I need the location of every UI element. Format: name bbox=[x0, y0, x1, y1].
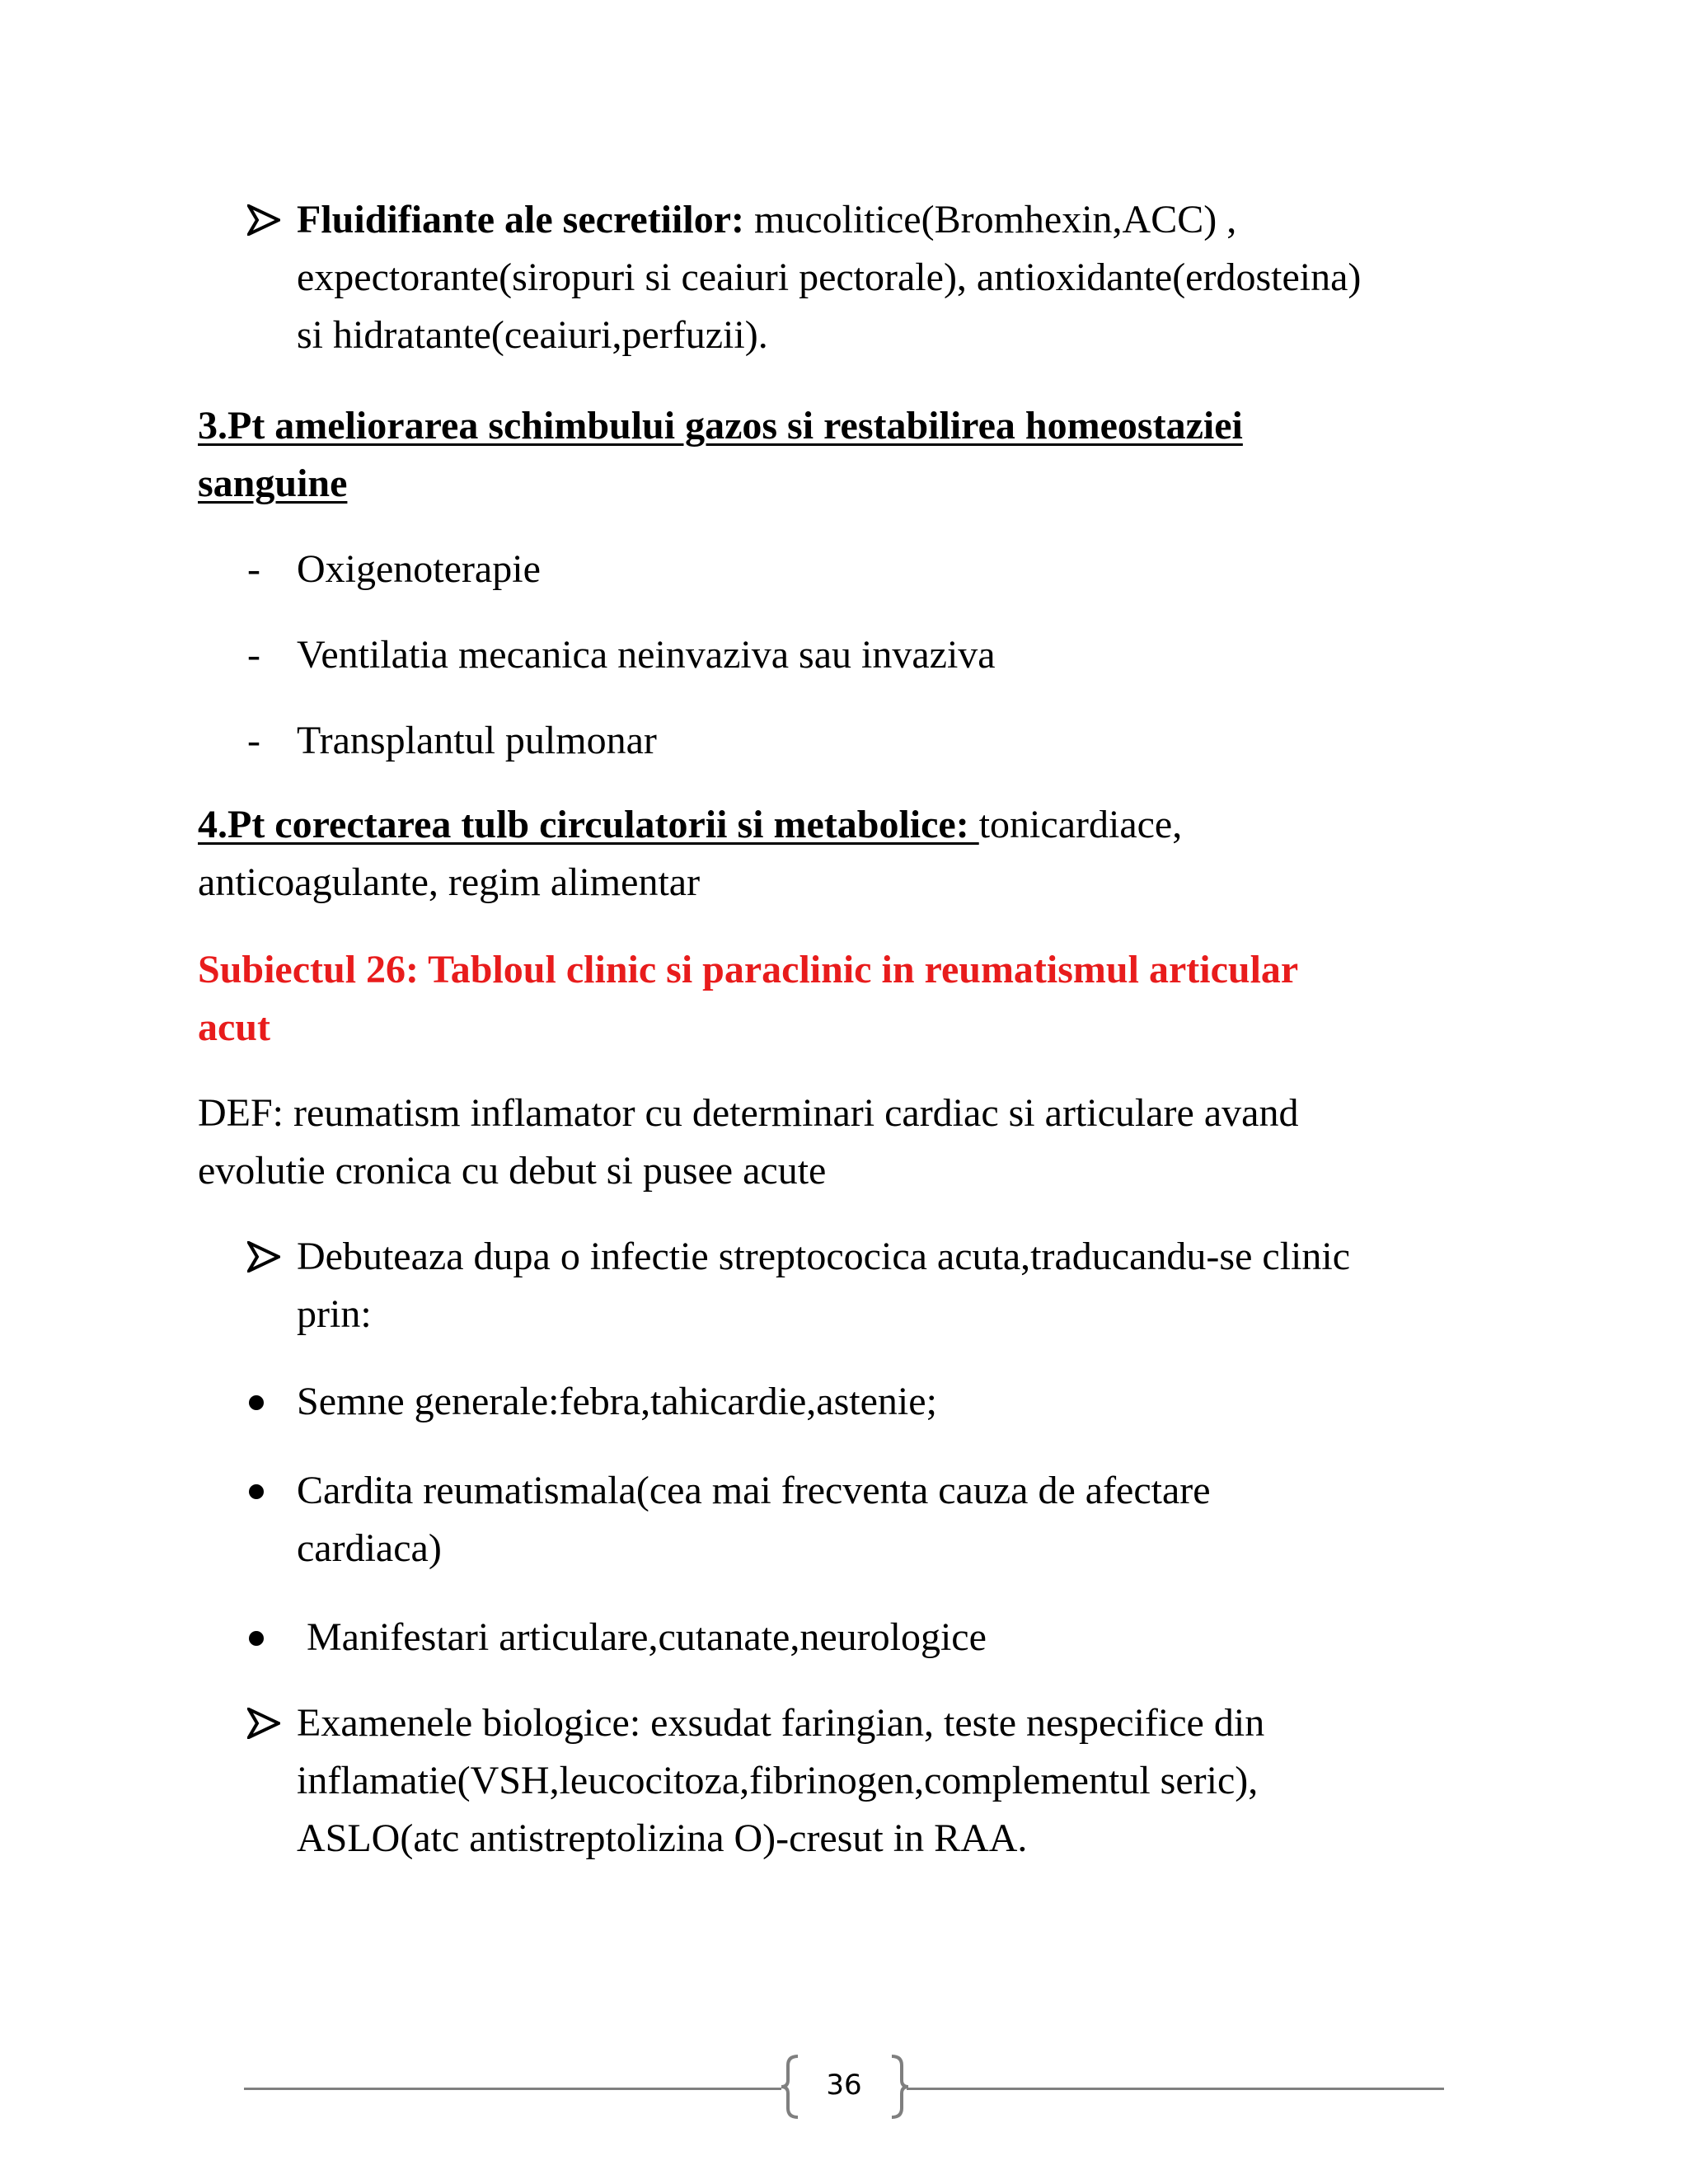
list-item bbox=[198, 712, 1517, 770]
page-number: 36 bbox=[826, 2069, 862, 2102]
section4-text-line2: anticoagulante, regim alimentar bbox=[198, 860, 701, 904]
footer-rule-right bbox=[907, 2088, 1444, 2090]
debut-text bbox=[297, 1228, 1517, 1343]
round-bullet-icon bbox=[249, 1631, 264, 1646]
def-line2: evolutie cronica cu debut si pusee acute bbox=[198, 1149, 827, 1193]
exam-line2: inflamatie(VSH,leucocitoza,fibrinogen,complementul seric), bbox=[297, 1759, 1259, 1802]
definition-paragraph bbox=[198, 1085, 1517, 1200]
bullet-cardita-line1: Cardita reumatismala(cea mai frecventa cauza de afectare bbox=[297, 1469, 1211, 1512]
dash-bullet: - bbox=[247, 633, 260, 677]
debut-line1: Debuteaza dupa o infectie streptococica acuta,traducandu-se clinic bbox=[297, 1235, 1350, 1278]
exam-line3: ASLO(atc antistreptolizina O)-cresut in RAA. bbox=[297, 1816, 1028, 1860]
list-item bbox=[198, 541, 1517, 598]
section3-item-3: Transplantul pulmonar bbox=[297, 719, 657, 762]
fluidifiante-item bbox=[198, 191, 1517, 364]
debut-line2: prin: bbox=[297, 1292, 372, 1336]
arrow-bullet-icon bbox=[247, 1694, 280, 1739]
curly-brace-left-icon bbox=[778, 2054, 801, 2124]
section3-heading bbox=[198, 397, 1517, 513]
arrow-bullet-icon bbox=[247, 1228, 280, 1272]
subject26-title-line2: acut bbox=[198, 1005, 270, 1049]
arrow-bullet-icon bbox=[247, 191, 280, 236]
fluidifiante-text bbox=[297, 191, 1517, 364]
exam-line1: Examenele biologice: exsudat faringian, teste nespecifice din bbox=[297, 1701, 1265, 1745]
def-line1: DEF: reumatism inflamator cu determinari cardiac si articulare avand bbox=[198, 1091, 1299, 1135]
dash-bullet: - bbox=[247, 719, 260, 762]
bullet-manifestari: Manifestari articulare,cutanate,neurologice bbox=[297, 1615, 987, 1659]
section3-title-line1: 3.Pt ameliorarea schimbului gazos si restabilirea homeostaziei bbox=[198, 404, 1243, 448]
fluidifiante-line1: mucolitice(Bromhexin,ACC) , bbox=[743, 198, 1237, 241]
list-item bbox=[198, 1462, 1517, 1577]
list-item bbox=[198, 626, 1517, 684]
subject26-heading bbox=[198, 941, 1517, 1057]
section3-item-1: Oxigenoterapie bbox=[297, 547, 541, 591]
fluidifiante-line3: si hidratante(ceaiuri,perfuzii). bbox=[297, 313, 768, 357]
list-item bbox=[198, 1609, 1517, 1666]
section3-title-line2: sanguine bbox=[198, 462, 348, 505]
section4-paragraph bbox=[198, 796, 1517, 912]
round-bullet-icon bbox=[249, 1484, 264, 1499]
dash-bullet: - bbox=[247, 547, 260, 591]
examenele-item bbox=[198, 1694, 1517, 1868]
subject26-title-line1: Subiectul 26: Tabloul clinic si paraclinic in reumatismul articular bbox=[198, 948, 1299, 991]
footer-rule-left bbox=[244, 2088, 781, 2090]
round-bullet-icon bbox=[249, 1395, 264, 1410]
fluidifiante-line2: expectorante(siropuri si ceaiuri pectorale), antioxidante(erdosteina) bbox=[297, 255, 1362, 299]
curly-brace-right-icon bbox=[889, 2054, 912, 2124]
examenele-text bbox=[297, 1694, 1517, 1868]
bullet-cardita bbox=[297, 1462, 1517, 1577]
fluidifiante-label: Fluidifiante ale secretiilor: bbox=[297, 198, 744, 241]
bullet-semne-generale: Semne generale:febra,tahicardie,astenie; bbox=[297, 1380, 937, 1423]
bullet-cardita-line2: cardiaca) bbox=[297, 1526, 442, 1570]
debut-item bbox=[198, 1228, 1517, 1343]
section4-text-line1: tonicardiace, bbox=[978, 803, 1183, 846]
section3-item-2: Ventilatia mecanica neinvaziva sau invaziva bbox=[297, 633, 996, 677]
section4-title: 4.Pt corectarea tulb circulatorii si metabolice: bbox=[198, 803, 979, 846]
list-item bbox=[198, 1373, 1517, 1431]
